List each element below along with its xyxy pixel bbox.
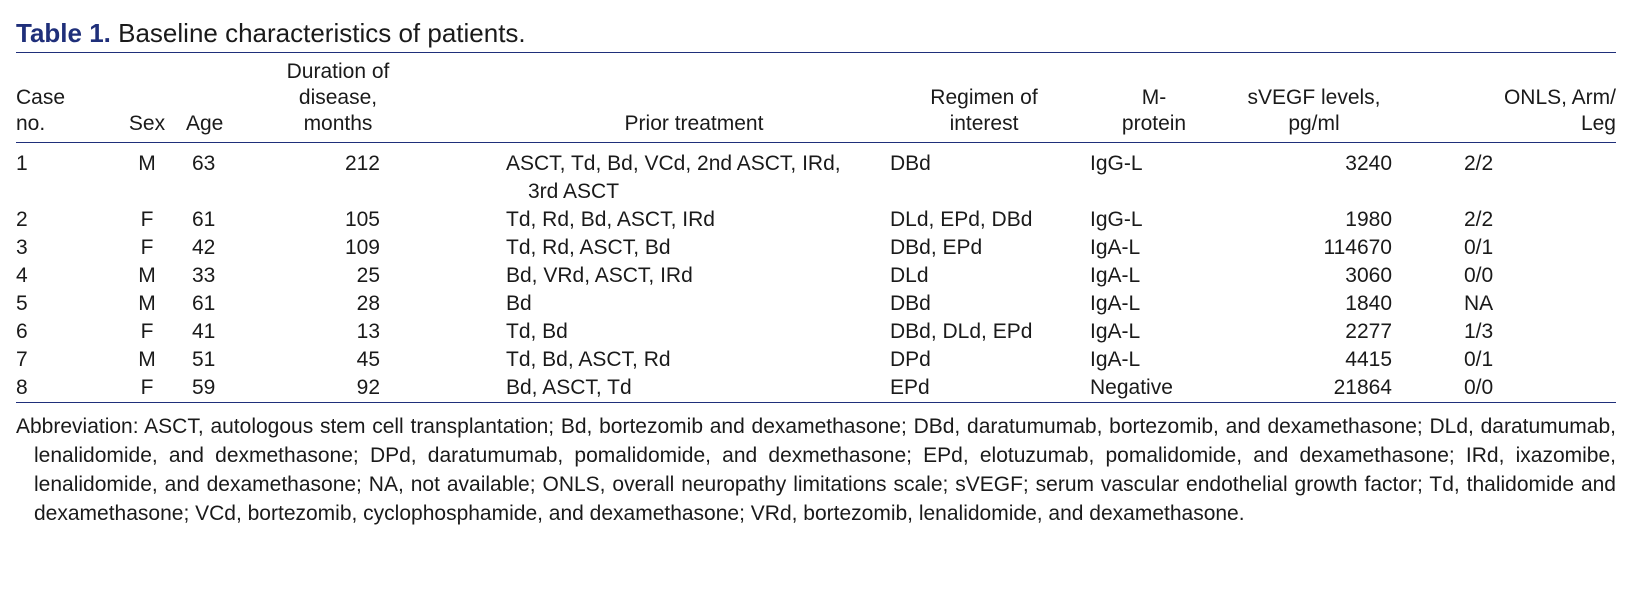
table-row bbox=[16, 290, 1616, 318]
prior-treatment-line: Td, Rd, ASCT, Bd bbox=[506, 236, 671, 259]
cell-case-no: 4 bbox=[16, 264, 28, 287]
cell-sex: F bbox=[140, 236, 154, 259]
cell-svegf: 2277 bbox=[1345, 320, 1392, 343]
cell-age: 33 bbox=[192, 264, 216, 287]
cell-age: 59 bbox=[192, 376, 216, 399]
cell-onls: 1/3 bbox=[1464, 320, 1494, 343]
cell-svegf: 114670 bbox=[1323, 236, 1392, 259]
cell-svegf: 4415 bbox=[1345, 348, 1392, 371]
cell-case-no: 5 bbox=[16, 292, 28, 315]
cell-onls: 0/1 bbox=[1464, 348, 1494, 371]
table-row bbox=[16, 262, 1616, 290]
table-row bbox=[16, 318, 1616, 346]
cell-case-no: 7 bbox=[16, 348, 28, 371]
prior-treatment-continuation: 3rd ASCT bbox=[528, 180, 620, 203]
cell-case-no: 1 bbox=[16, 152, 28, 175]
prior-treatment-line: Td, Bd bbox=[506, 320, 568, 343]
cell-prior-treatment bbox=[504, 234, 884, 262]
cell-spacer bbox=[430, 318, 504, 346]
cell-age: 42 bbox=[192, 236, 216, 259]
header-case-no: Case no. bbox=[16, 86, 66, 135]
table-header-row bbox=[16, 53, 1616, 143]
cell-regimen: DLd, EPd, DBd bbox=[890, 208, 1033, 231]
table-footnote: Abbreviation: ASCT, autologous stem cell transplantation; Bd, bortezomib and dexamethasone; DBd, daratumumab, bortezomib, and dexamethasone; DLd, daratumumab, lenalidomide, and dexmethasone; DPd, daratumumab, pomalidomide, and dexmethasone; EPd, elotuzumab, pomalidomide, and dexamethasone; IRd, ixazomibe, lenalidomide, and dexamethasone; NA, not available; ONLS, overall neuropathy limitations scale; sVEGF; serum vascular endothelial growth factor; Td, thalidomide and dexamethasone; VCd, bortezomib, cyclophosphamide, and dexamethasone; VRd, bortezomib, lenalidomide, and dexamethasone. bbox=[16, 415, 1616, 525]
cell-onls: 2/2 bbox=[1464, 152, 1494, 175]
cell-regimen: DLd bbox=[890, 264, 929, 287]
cell-prior-treatment bbox=[504, 262, 884, 290]
baseline-characteristics-table bbox=[16, 52, 1616, 403]
header-duration: Duration of disease, months bbox=[286, 60, 390, 135]
header-m-protein: M- protein bbox=[1121, 86, 1187, 135]
cell-svegf: 1980 bbox=[1345, 208, 1392, 231]
cell-regimen: DPd bbox=[890, 348, 931, 371]
cell-duration: 25 bbox=[356, 264, 380, 287]
cell-duration: 28 bbox=[356, 292, 380, 315]
cell-duration: 212 bbox=[344, 152, 380, 175]
cell-sex: F bbox=[140, 376, 154, 399]
cell-duration: 92 bbox=[356, 376, 380, 399]
cell-case-no: 2 bbox=[16, 208, 28, 231]
cell-prior-treatment bbox=[504, 290, 884, 318]
cell-m-protein: IgA-L bbox=[1090, 320, 1141, 343]
table-caption bbox=[16, 16, 1616, 50]
cell-prior-treatment bbox=[504, 143, 884, 207]
header-regimen: Regimen of interest bbox=[930, 86, 1038, 135]
cell-m-protein: IgA-L bbox=[1090, 292, 1141, 315]
cell-m-protein: IgG-L bbox=[1090, 208, 1143, 231]
cell-spacer bbox=[430, 234, 504, 262]
cell-regimen: EPd bbox=[890, 376, 930, 399]
header-onls: ONLS, Arm/ Leg bbox=[1503, 86, 1616, 135]
header-age: Age bbox=[186, 112, 224, 135]
cell-age: 61 bbox=[192, 208, 216, 231]
prior-treatment-line: Td, Bd, ASCT, Rd bbox=[506, 348, 671, 371]
cell-sex: M bbox=[138, 348, 156, 371]
cell-spacer bbox=[430, 143, 504, 207]
cell-sex: F bbox=[140, 320, 154, 343]
cell-sex: F bbox=[140, 208, 154, 231]
prior-treatment-line: Td, Rd, Bd, ASCT, IRd bbox=[506, 208, 715, 231]
header-spacer bbox=[430, 53, 504, 143]
cell-spacer bbox=[430, 346, 504, 374]
cell-prior-treatment bbox=[504, 206, 884, 234]
cell-case-no: 8 bbox=[16, 376, 28, 399]
prior-treatment-line: Bd, VRd, ASCT, IRd bbox=[506, 264, 693, 287]
caption-text: Baseline characteristics of patients. bbox=[118, 18, 526, 48]
cell-spacer bbox=[430, 374, 504, 403]
cell-spacer bbox=[430, 206, 504, 234]
cell-duration: 13 bbox=[356, 320, 380, 343]
cell-duration: 109 bbox=[344, 236, 380, 259]
cell-prior-treatment bbox=[504, 346, 884, 374]
cell-svegf: 3060 bbox=[1345, 264, 1392, 287]
cell-age: 51 bbox=[192, 348, 216, 371]
header-prior-treatment: Prior treatment bbox=[624, 112, 764, 135]
cell-m-protein: Negative bbox=[1090, 376, 1173, 399]
caption-label: Table 1. bbox=[16, 18, 111, 48]
cell-onls: 0/0 bbox=[1464, 264, 1494, 287]
table-row bbox=[16, 346, 1616, 374]
cell-regimen: DBd, DLd, EPd bbox=[890, 320, 1033, 343]
prior-treatment-line: ASCT, Td, Bd, VCd, 2nd ASCT, IRd, bbox=[506, 152, 841, 175]
cell-svegf: 3240 bbox=[1345, 152, 1392, 175]
cell-onls: NA bbox=[1464, 292, 1494, 315]
table-row bbox=[16, 234, 1616, 262]
cell-svegf: 21864 bbox=[1333, 376, 1392, 399]
cell-m-protein: IgA-L bbox=[1090, 264, 1141, 287]
table-body bbox=[16, 143, 1616, 403]
cell-regimen: DBd bbox=[890, 292, 931, 315]
cell-regimen: DBd bbox=[890, 152, 931, 175]
cell-case-no: 6 bbox=[16, 320, 28, 343]
cell-regimen: DBd, EPd bbox=[890, 236, 983, 259]
cell-onls: 0/0 bbox=[1464, 376, 1494, 399]
cell-spacer bbox=[430, 290, 504, 318]
table-figure bbox=[16, 16, 1616, 549]
cell-age: 41 bbox=[192, 320, 216, 343]
cell-sex: M bbox=[138, 152, 156, 175]
prior-treatment-line: Bd, ASCT, Td bbox=[506, 376, 632, 399]
cell-case-no: 3 bbox=[16, 236, 28, 259]
prior-treatment-line: Bd bbox=[506, 292, 532, 315]
header-sex: Sex bbox=[128, 112, 166, 135]
cell-duration: 105 bbox=[344, 208, 380, 231]
cell-prior-treatment bbox=[504, 374, 884, 403]
cell-onls: 2/2 bbox=[1464, 208, 1494, 231]
cell-sex: M bbox=[138, 264, 156, 287]
cell-m-protein: IgA-L bbox=[1090, 348, 1141, 371]
header-svegf: sVEGF levels, pg/ml bbox=[1247, 86, 1381, 135]
cell-sex: M bbox=[138, 292, 156, 315]
cell-svegf: 1840 bbox=[1345, 292, 1392, 315]
cell-duration: 45 bbox=[356, 348, 380, 371]
cell-spacer bbox=[430, 262, 504, 290]
cell-age: 63 bbox=[192, 152, 216, 175]
cell-m-protein: IgG-L bbox=[1090, 152, 1143, 175]
table-row bbox=[16, 143, 1616, 207]
cell-onls: 0/1 bbox=[1464, 236, 1494, 259]
cell-prior-treatment bbox=[504, 318, 884, 346]
table-row bbox=[16, 206, 1616, 234]
table-row bbox=[16, 374, 1616, 403]
cell-age: 61 bbox=[192, 292, 216, 315]
cell-m-protein: IgA-L bbox=[1090, 236, 1141, 259]
